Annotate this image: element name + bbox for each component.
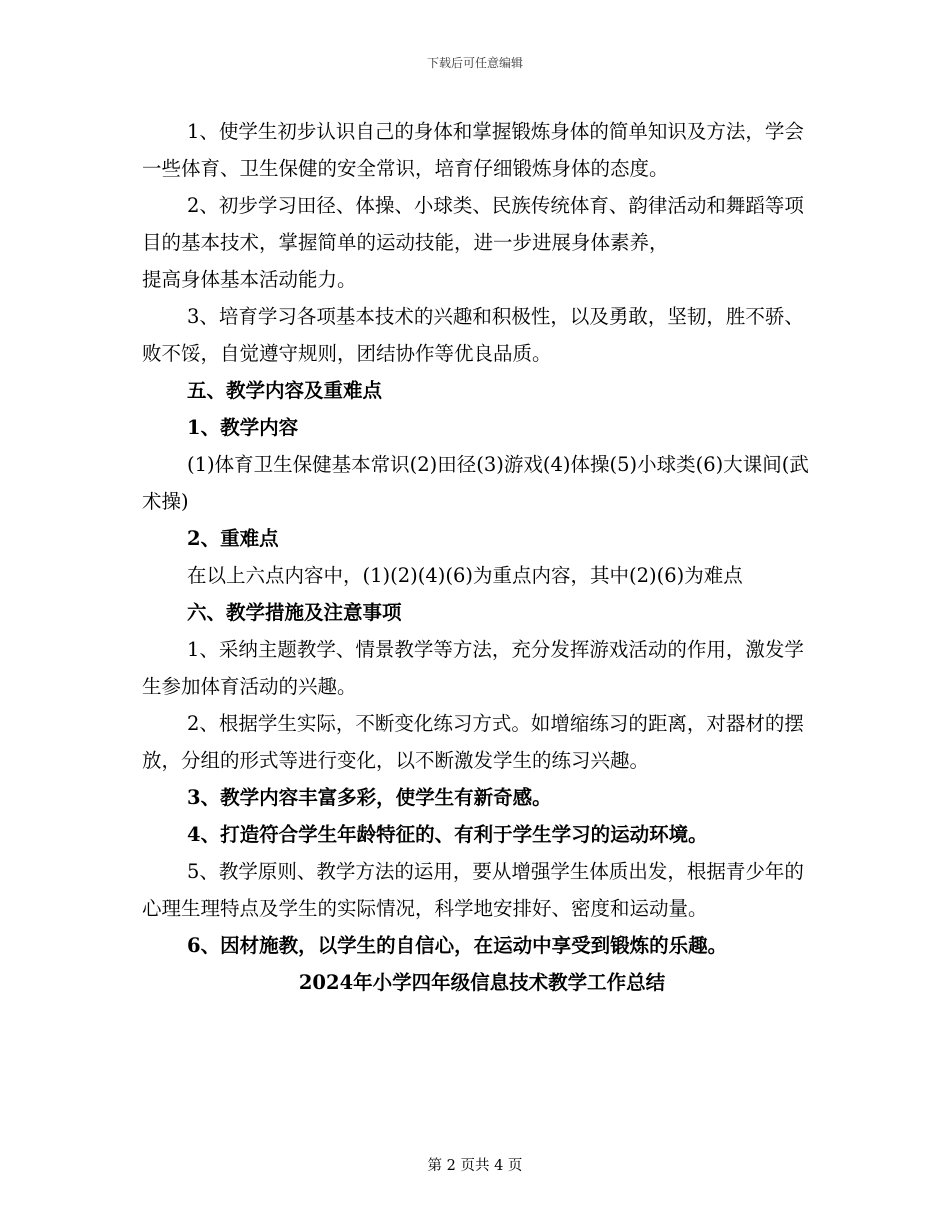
paragraph-goal-3: 3、培育学习各项基本技术的兴趣和积极性，以及勇敢，坚韧，胜不骄、败不馁，自觉遵守规则，团结协作等优良品质。 (142, 305, 804, 365)
paragraph-measure-1: 1、采纳主题教学、情景教学等方法，充分发挥游戏活动的作用，激发学生参加体育活动的兴趣。 (142, 638, 804, 698)
subheading-content: 1、教学内容 (187, 416, 299, 439)
section-heading-6: 六、教学措施及注意事项 (187, 601, 402, 624)
next-document-title: 2024年小学四年级信息技术教学工作总结 (298, 971, 666, 994)
paragraph-measure-2: 2、根据学生实际，不断变化练习方式。如增缩练习的距离，对器材的摆放，分组的形式等进行变化，以不断激发学生的练习兴趣。 (142, 712, 804, 772)
document-body (142, 113, 822, 1001)
page-footer: 第 2 页共 4 页 (427, 1158, 523, 1174)
paragraph-measure-5: 5、教学原则、教学方法的运用，要从增强学生体质出发，根据青少年的心理生理特点及学生的实际情况，科学地安排好、密度和运动量。 (142, 860, 804, 920)
paragraph-goal-2-continued: 提高身体基本活动能力。 (142, 268, 357, 291)
subheading-key-points: 2、重难点 (187, 527, 279, 550)
paragraph-key-points: 在以上六点内容中，(1)(2)(4)(6)为重点内容，其中(2)(6)为难点 (187, 564, 743, 587)
paragraph-goal-1: 1、使学生初步认识自己的身体和掌握锻炼身体的简单知识及方法，学会一些体育、卫生保健的安全常识，培育仔细锻炼身体的态度。 (142, 120, 804, 180)
page-header: 下载后可任意编辑 (426, 56, 523, 70)
paragraph-measure-3: 3、教学内容丰富多彩，使学生有新奇感。 (187, 786, 552, 809)
paragraph-measure-6: 6、因材施教，以学生的自信心，在运动中享受到锻炼的乐趣。 (187, 934, 728, 957)
paragraph-goal-2: 2、初步学习田径、体操、小球类、民族传统体育、韵律活动和舞蹈等项目的基本技术，掌握简单的运动技能，进一步进展身体素养， (142, 194, 804, 254)
section-heading-5: 五、教学内容及重难点 (187, 379, 383, 402)
paragraph-content-list: (1)体育卫生保健基本常识(2)田径(3)游戏(4)体操(5)小球类(6)大课间(武术操) (142, 453, 809, 513)
paragraph-measure-4: 4、打造符合学生年龄特征的、有利于学生学习的运动环境。 (187, 823, 708, 846)
